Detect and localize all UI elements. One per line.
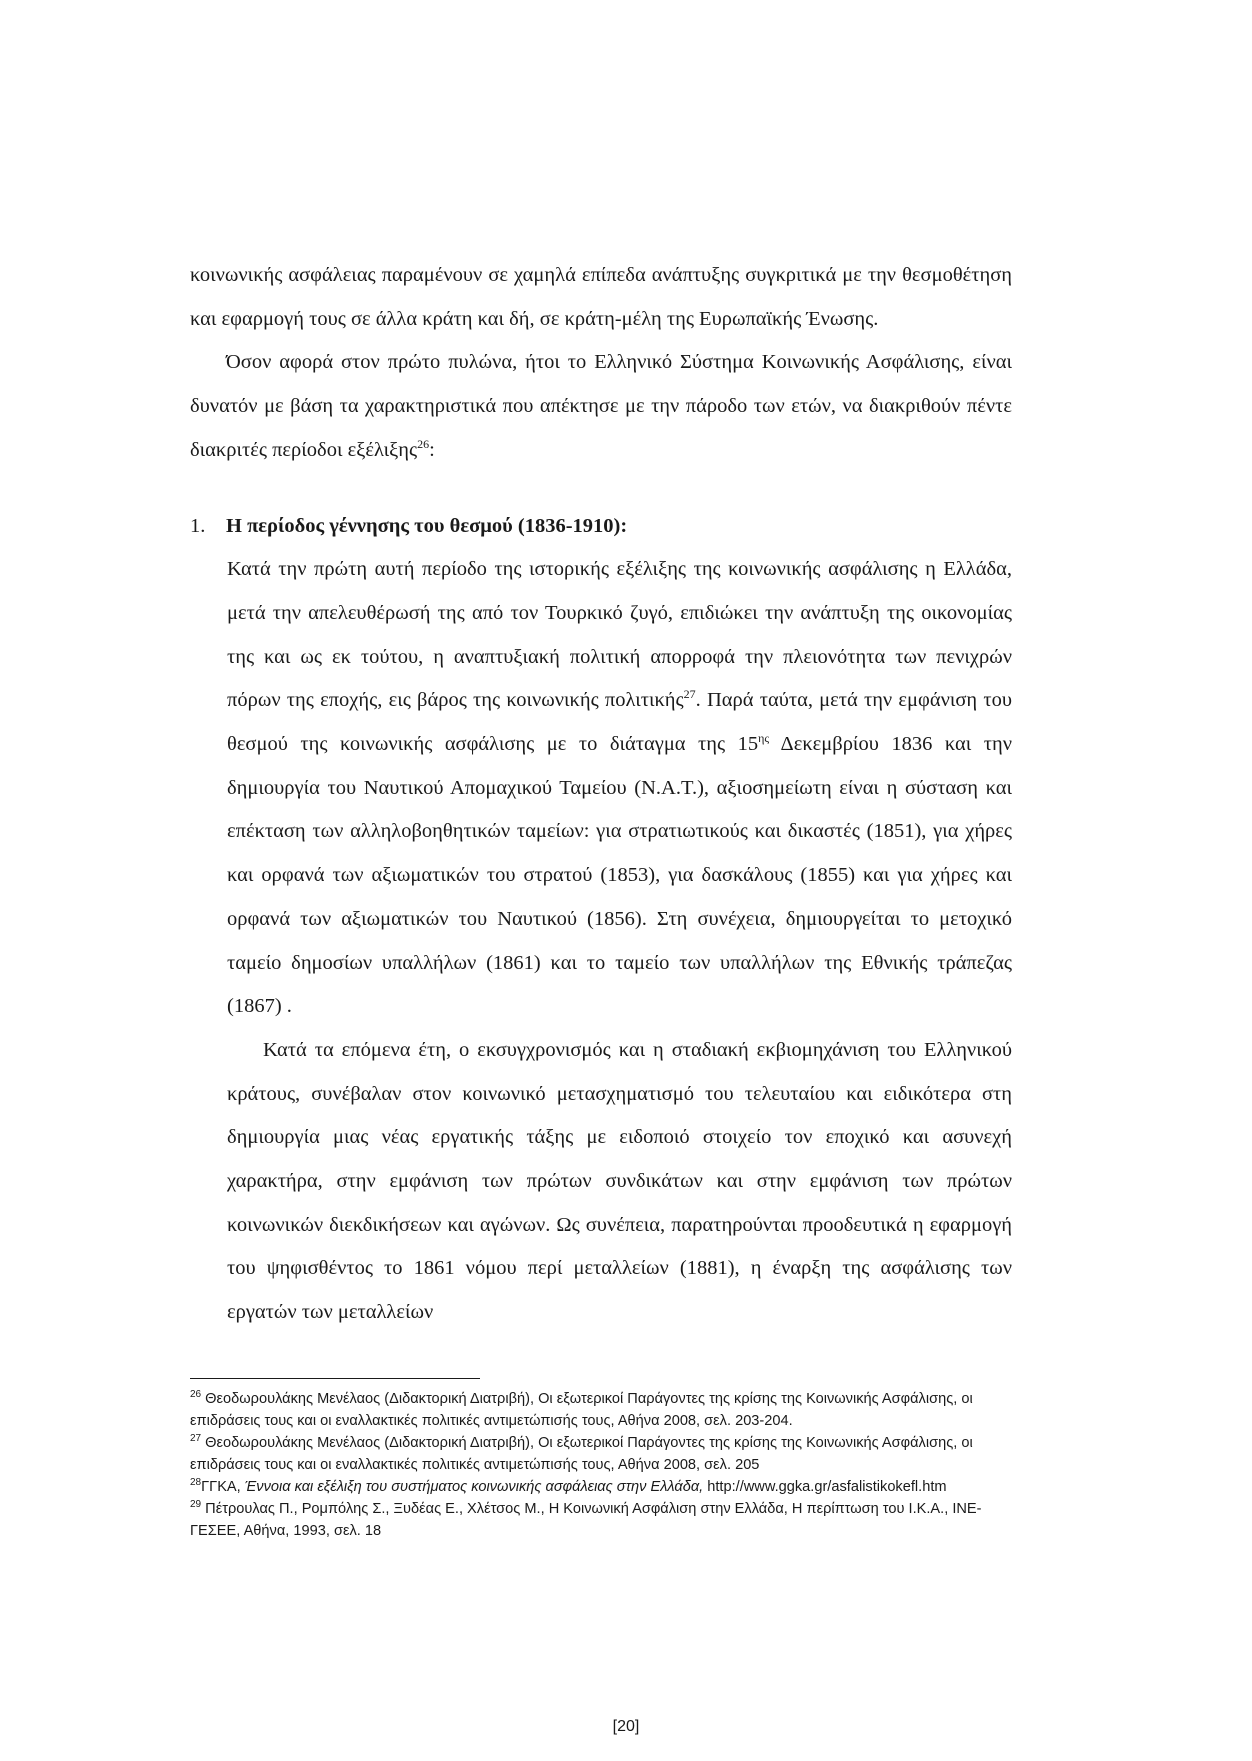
footnote-text: Θεοδωρουλάκης Μενέλαος (Διδακτορική Διατριβή), Οι εξωτερικοί Παράγοντες της κρίσης της Κοινωνικής Ασφάλισης, οι επιδράσεις τους και οι εναλλακτικές πολιτικές αντιμετώπισής τους, Αθήνα 2008, σελ. 205 [190,1435,973,1473]
footnote-title: Έννοια και εξέλιξη του συστήματος κοινωνικής ασφάλειας στην Ελλάδα, [244,1479,704,1495]
footnote-number: 26 [190,1389,202,1401]
footnote-number: 28 [190,1477,202,1489]
section-paragraph-2 [227,1029,1012,1335]
section-heading [190,505,1012,549]
footnote-ref-26[interactable]: 26 [417,436,430,451]
section-text-c: Δεκεμβρίου 1836 και την δημιουργία του Ναυτικού Απομαχικού Ταμείου (Ν.Α.Τ.), αξιοσημείωτη είναι η σύσταση και επέκταση των αλληλοβοηθητικών ταμείων: για στρατιωτικούς και δικαστές (1851), για χήρες και ορφανά των αξιωματικών του στρατού (1853), για δασκάλους (1855) και για χήρες και ορφανά των αξιωματικών του Ναυτικού (1856). Στη συνέχεια, δημιουργείται το μετοχικό ταμείο δημοσίων υπαλλήλων (1861) και το ταμείο των υπαλλήλων της Εθνικής τράπεζας (1867) . [227,733,1012,1018]
main-text [190,254,1012,1335]
footnote-number: 27 [190,1433,202,1445]
paragraph-pillars [190,341,1012,472]
footnote-text: Θεοδωρουλάκης Μενέλαος (Διδακτορική Διατριβή), Οι εξωτερικοί Παράγοντες της κρίσης της Κοινωνικής Ασφάλισης, οι επιδράσεις τους και οι εναλλακτικές πολιτικές αντιμετώπισής τους, Αθήνα 2008, σελ. 203-204. [190,1391,973,1429]
page-number: [20] [612,1718,640,1735]
footnote-29 [190,1498,1012,1542]
paragraph-2-text: Όσον αφορά στον πρώτο πυλώνα, ήτοι το Ελληνικό Σύστημα Κοινωνικής Ασφάλισης, είναι δυνατόν με βάση τα χαρακτηριστικά που απέκτησε με την πάροδο των ετών, να διακριθούν πέντε διακριτές περίοδοι εξέλιξης [190,351,1012,461]
footnote-source: ΓΓΚΑ, [201,1479,245,1495]
paragraph-1-text: κοινωνικής ασφάλειας παραμένουν σε χαμηλά επίπεδα ανάπτυξης συγκριτικά με την θεσμοθέτηση και εφαρμογή τους σε άλλα κράτη και δή, σε κράτη-μέλη της Ευρωπαϊκής Ένωσης. [190,264,1012,330]
section-text-b: . Παρά ταύτα, μετά την εμφάνιση του θεσμού της κοινωνικής ασφάλισης με το διάταγμα της 15 [227,689,1012,756]
footnote-26 [190,1388,1012,1432]
section-text-d: Κατά τα επόμενα έτη, ο εκσυγχρονισμός και η σταδιακή εκβιομηχάνιση του Ελληνικού κράτους, συνέβαλαν στον κοινωνικό μετασχηματισμό του τελευταίου και ειδικότερα στη δημιουργία μιας νέας εργατικής τάξης με ειδοποιό στοιχείο τον εποχικό και ασυνεχή χαρακτήρα, στην εμφάνιση των πρώτων συνδικάτων και στην εμφάνιση των πρώτων κοινωνικών διεκδικήσεων και αγώνων. Ως συνέπεια, παρατηρούνται προοδευτικά η εφαρμογή του ψηφισθέντος το 1861 νόμου περί μεταλλείων (1881), η έναρξη της ασφάλισης των εργατών των μεταλλείων [227,1038,1012,1324]
section-number: 1. [190,514,206,537]
paragraph-2-end: : [429,438,435,461]
footnote-27 [190,1432,1012,1476]
footnote-separator [190,1378,480,1379]
footnote-ref-27[interactable]: 27 [683,687,696,702]
ordinal-suffix: ης [758,731,770,746]
section-text-a: Κατά την πρώτη αυτή περίοδο της ιστορικής εξέλιξης της κοινωνικής ασφάλισης η Ελλάδα, μετά την απελευθέρωσή της από τον Τουρκικό ζυγό, επιδιώκει την ανάπτυξη της οικονομίας της και ως εκ τούτου, η αναπτυξιακή πολιτική απορροφά την πλειονότητα των πενιχρών πόρων της εποχής, εις βάρος της κοινωνικής πολιτικής [227,558,1012,712]
footnote-number: 29 [190,1499,202,1511]
footnote-28 [190,1476,1012,1498]
paragraph-continuation [190,254,1012,341]
footnote-text: Πέτρουλας Π., Ρομπόλης Σ., Ξυδέας Ε., Χλέτσος Μ., Η Κοινωνική Ασφάλιση στην Ελλάδα, Η περίπτωση του Ι.Κ.Α., ΙΝΕ-ΓΕΣΕΕ, Αθήνα, 1993, σελ. 18 [190,1501,982,1539]
footnote-url[interactable]: http://www.ggka.gr/asfalistikokefl.htm [703,1479,947,1495]
footnotes [190,1388,1012,1542]
section-paragraph-1 [227,548,1012,1029]
section-title: Η περίοδος γέννησης του θεσμού (1836-1910): [226,514,628,537]
